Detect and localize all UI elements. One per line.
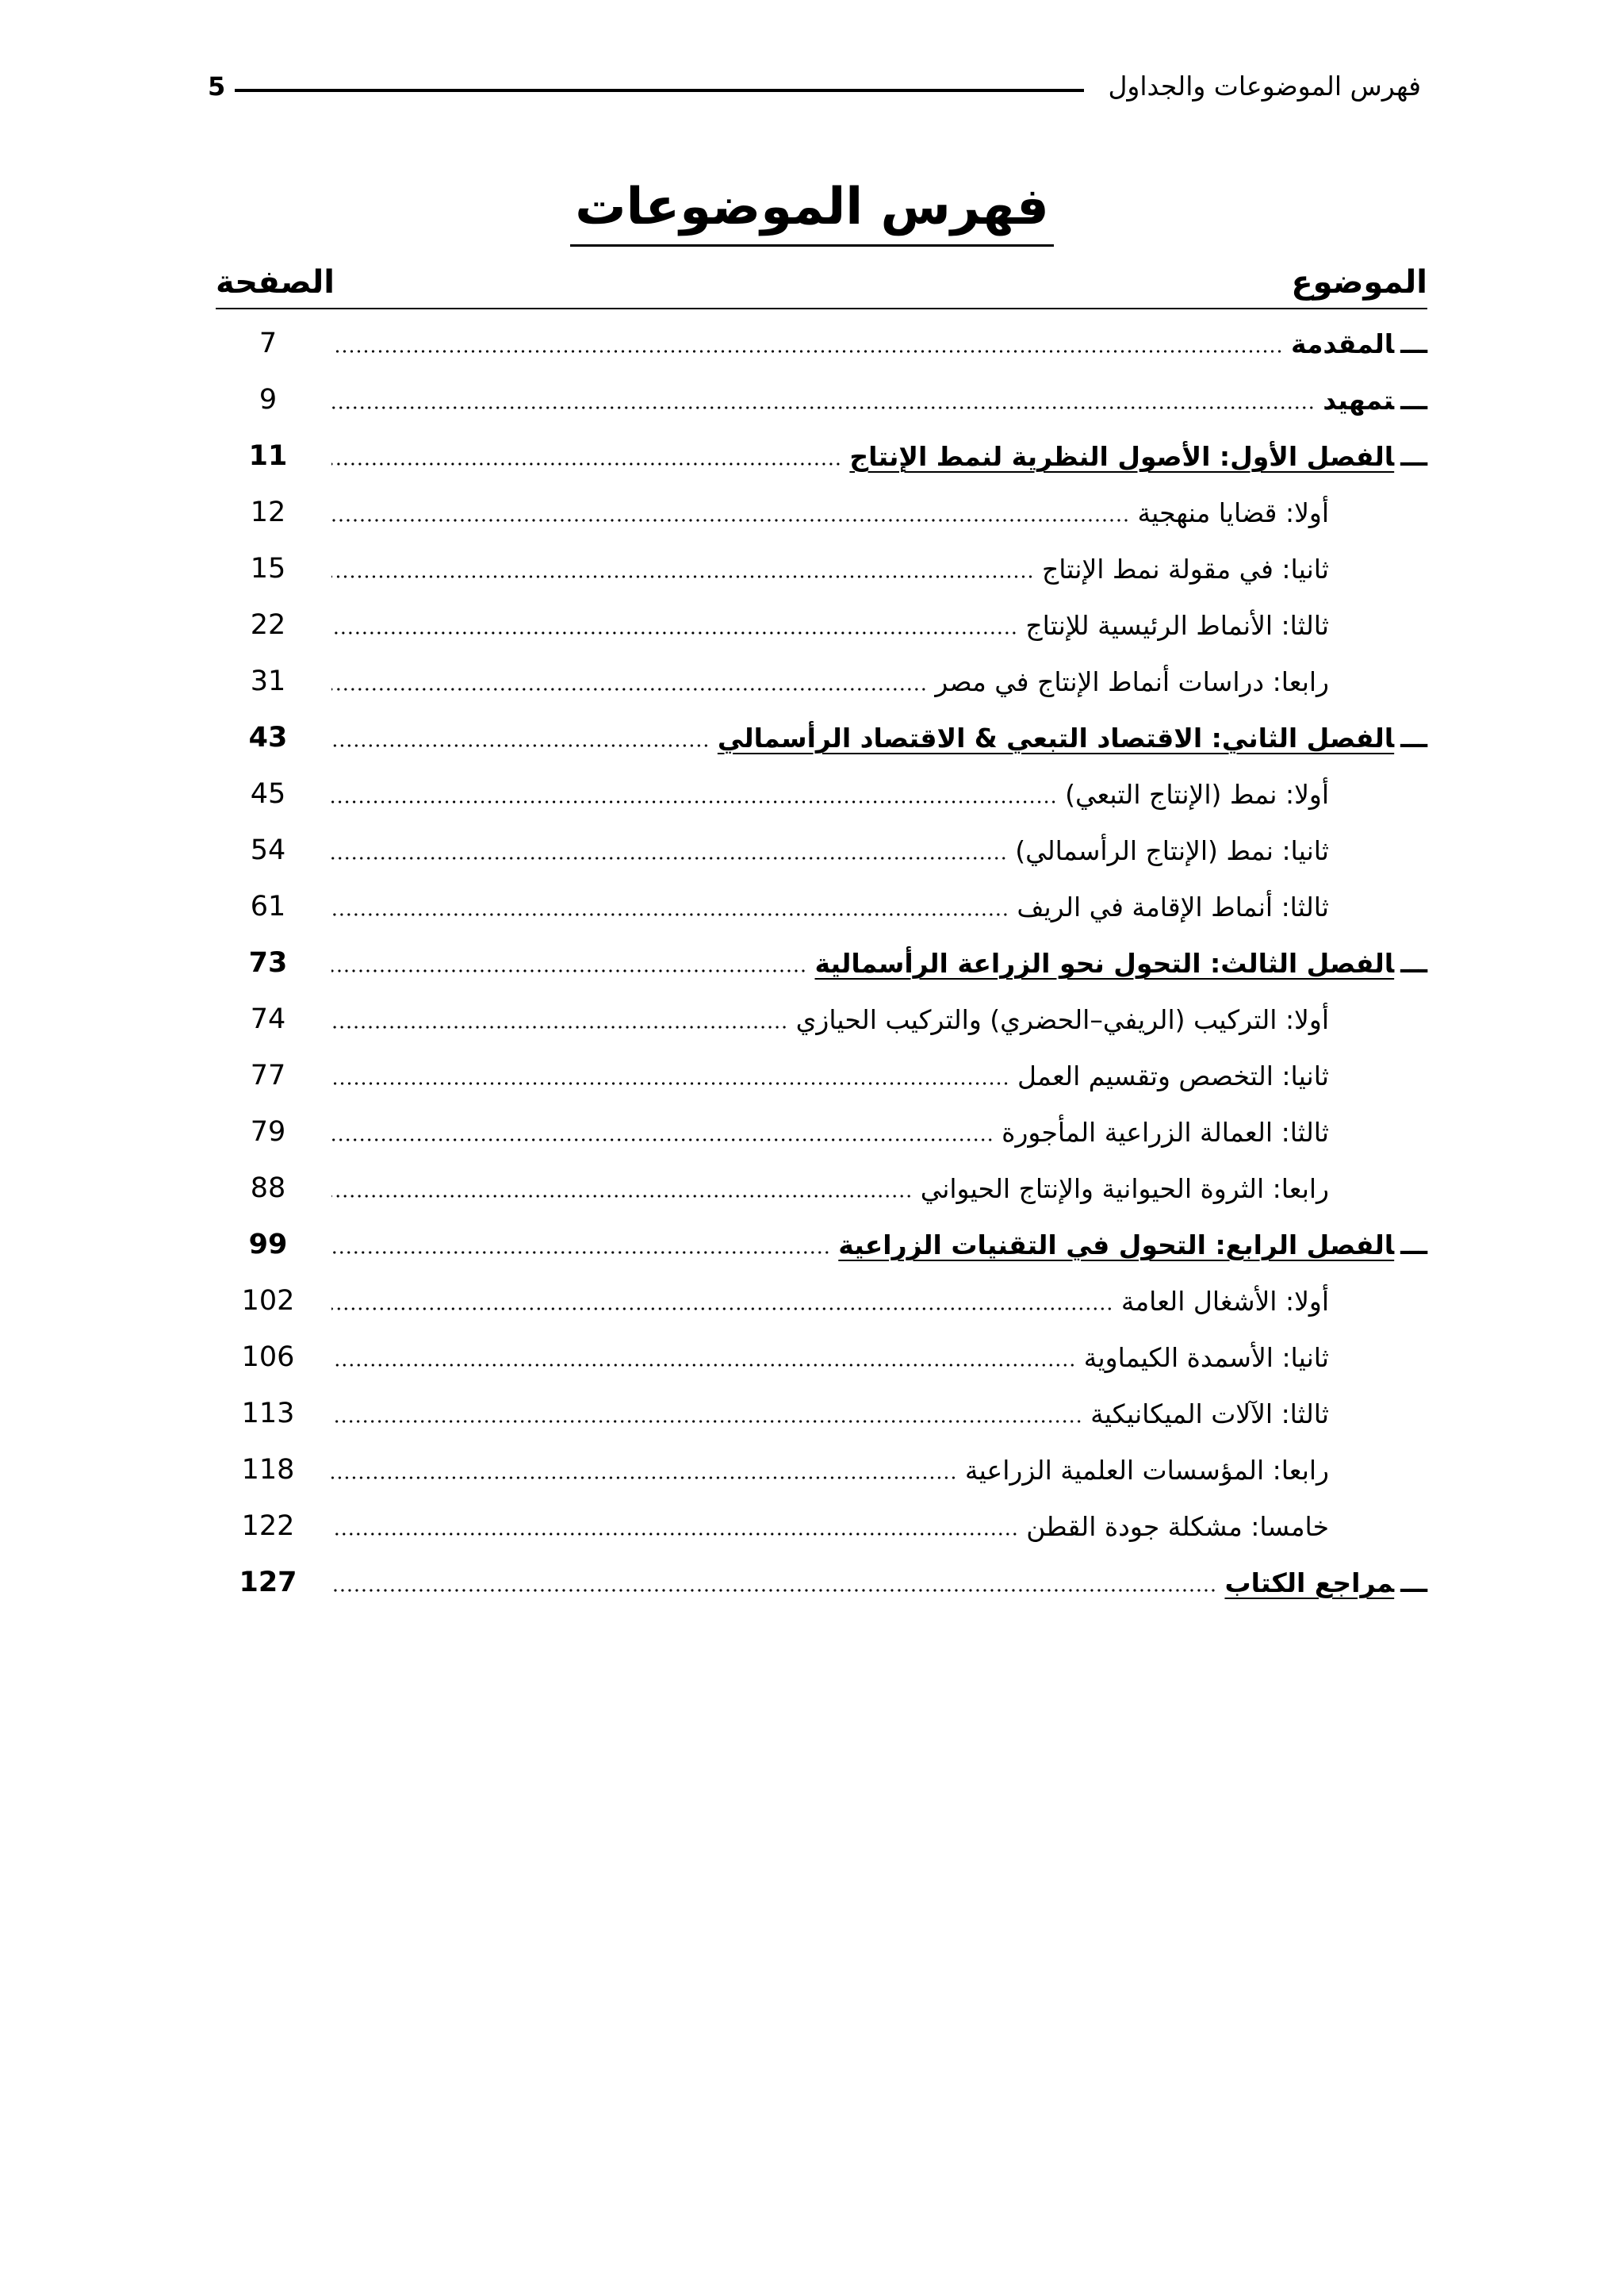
toc-entry[interactable]	[0, 766, 1624, 823]
toc-leader	[331, 1555, 1427, 1611]
entry-title: المقدمة	[1290, 328, 1395, 359]
toc-entry-text	[1291, 328, 1427, 359]
toc-page-number: 74	[250, 1003, 286, 1035]
dot-leader	[331, 969, 806, 972]
dot-leader	[331, 744, 710, 747]
toc-leader	[331, 428, 1427, 485]
toc-page-number: 113	[241, 1398, 295, 1429]
dot-leader	[331, 1251, 830, 1254]
toc-entry[interactable]	[0, 372, 1624, 428]
toc-page-number: 15	[250, 553, 286, 585]
toc-leader	[331, 372, 1427, 428]
toc-page-number: 127	[239, 1567, 297, 1598]
toc-entry-text: ثالثا: الآلات الميكانيكية	[1090, 1398, 1329, 1429]
header-rule	[235, 89, 1084, 92]
dot-leader	[331, 575, 1034, 578]
dot-leader	[331, 1589, 1216, 1592]
toc-page-number: 73	[248, 947, 288, 979]
dot-leader	[331, 1082, 1009, 1085]
dot-leader	[331, 350, 1283, 353]
toc-page-number: 118	[241, 1454, 295, 1486]
toc-page-number: 102	[241, 1285, 295, 1317]
toc-entry-text: ثالثا: الأنماط الرئيسية للإنتاج	[1025, 610, 1329, 641]
toc-entry-chapter[interactable]	[0, 1217, 1624, 1273]
toc-leader	[331, 823, 1329, 879]
running-header-title: فهرس الموضوعات والجداول	[1108, 71, 1421, 102]
toc-leader	[331, 485, 1329, 541]
dot-leader	[331, 857, 1007, 860]
toc-entry-text: رابعا: دراسات أنماط الإنتاج في مصر	[935, 666, 1329, 697]
toc-entry-text: ثانيا: نمط (الإنتاج الرأسمالي)	[1015, 835, 1329, 866]
dot-leader	[331, 631, 1017, 635]
dot-leader	[331, 1307, 1113, 1310]
toc-entry[interactable]	[0, 1273, 1624, 1329]
column-header-page: الصفحة	[216, 264, 335, 301]
toc-page-number: 54	[250, 834, 286, 866]
toc-entry[interactable]	[0, 1442, 1624, 1498]
page-number: 5	[208, 71, 226, 102]
toc-leader	[331, 1104, 1329, 1160]
toc-entry-text	[1224, 1567, 1427, 1598]
dot-leader	[331, 406, 1315, 409]
running-header	[208, 67, 1421, 106]
dot-leader	[331, 1420, 1082, 1423]
toc-page-number: 12	[250, 497, 286, 528]
entry-dash: ـــ	[1400, 385, 1427, 416]
toc-entry-text: ثالثا: أنماط الإقامة في الريف	[1017, 892, 1329, 923]
toc-entry-text: ثانيا: الأسمدة الكيماوية	[1083, 1342, 1329, 1373]
toc-leader	[331, 316, 1427, 372]
toc-entry-text: أولا: الأشغال العامة	[1120, 1286, 1329, 1317]
toc-page-number: 106	[241, 1341, 295, 1373]
entry-title: مراجع الكتاب	[1224, 1567, 1395, 1598]
toc-leader	[331, 992, 1329, 1048]
toc-leader	[331, 1048, 1329, 1104]
entry-dash: ـــ	[1400, 441, 1427, 472]
toc-leader	[331, 1442, 1329, 1498]
dot-leader	[331, 519, 1129, 522]
toc-entry-text: رابعا: المؤسسات العلمية الزراعية	[964, 1455, 1329, 1486]
toc-entry[interactable]	[0, 1160, 1624, 1217]
toc-entry-chapter[interactable]	[0, 428, 1624, 485]
toc-page-number: 45	[250, 778, 286, 810]
entry-dash: ـــ	[1400, 948, 1427, 979]
entry-title: الفصل الأول: الأصول النظرية لنمط الإنتاج	[849, 441, 1395, 472]
entry-dash: ـــ	[1400, 1229, 1427, 1260]
toc-entry-text: ثانيا: التخصص وتقسيم العمل	[1017, 1061, 1329, 1091]
toc-entry[interactable]	[0, 316, 1624, 372]
toc-leader	[331, 1273, 1329, 1329]
toc-entry-text: أولا: قضايا منهجية	[1137, 497, 1329, 528]
toc-entry-text	[838, 1229, 1427, 1260]
toc-entry-text: ثانيا: في مقولة نمط الإنتاج	[1041, 554, 1329, 585]
entry-dash: ـــ	[1400, 1567, 1427, 1598]
toc-page-number: 88	[250, 1172, 286, 1204]
toc-page-number: 99	[248, 1229, 288, 1260]
dot-leader	[331, 1364, 1076, 1367]
toc-page-number: 43	[248, 722, 288, 754]
toc-leader	[331, 935, 1427, 992]
dot-leader	[331, 462, 841, 466]
toc-page-number: 9	[259, 384, 278, 416]
toc-entry[interactable]	[0, 1104, 1624, 1160]
toc-entry[interactable]	[0, 992, 1624, 1048]
toc-leader	[331, 766, 1329, 823]
entry-title: تمهيد	[1323, 385, 1395, 416]
toc-entry[interactable]	[0, 654, 1624, 710]
entry-title: الفصل الثاني: الاقتصاد التبعي & الاقتصاد الرأسمالي	[717, 723, 1395, 754]
toc-page-number: 22	[250, 609, 286, 641]
toc-leader	[331, 879, 1329, 935]
toc-entry-text: أولا: نمط (الإنتاج التبعي)	[1065, 779, 1329, 810]
toc-entry-text	[718, 723, 1427, 754]
entry-title: الفصل الثالث: التحول نحو الزراعة الرأسمالية	[814, 948, 1395, 979]
page-title: فهرس الموضوعات	[570, 173, 1054, 247]
toc-entry-text	[849, 441, 1427, 472]
toc-entry-text	[814, 948, 1427, 979]
toc-leader	[331, 1498, 1329, 1555]
dot-leader	[331, 1138, 994, 1141]
toc-leader	[331, 1329, 1329, 1386]
dot-leader	[331, 1026, 788, 1029]
toc-leader	[331, 1160, 1329, 1217]
dot-leader	[331, 1532, 1018, 1536]
toc-leader	[331, 597, 1329, 654]
toc-page-number: 11	[248, 440, 288, 472]
dot-leader	[331, 1476, 957, 1479]
toc-entry[interactable]	[0, 823, 1624, 879]
page-title-wrapper	[0, 173, 1624, 247]
toc-entry-text: أولا: التركيب (الريفي–الحضري) والتركيب الحيازي	[795, 1004, 1329, 1035]
toc-entry-chapter[interactable]	[0, 710, 1624, 766]
toc-leader	[331, 710, 1427, 766]
toc-entry[interactable]	[0, 879, 1624, 935]
toc-leader	[331, 541, 1329, 597]
toc-entry[interactable]	[0, 1498, 1624, 1555]
toc-page-number: 31	[250, 666, 286, 697]
toc-entry-chapter[interactable]	[0, 1555, 1624, 1611]
dot-leader	[331, 913, 1009, 916]
column-headers	[216, 255, 1427, 309]
column-header-topic: الموضوع	[1291, 264, 1427, 301]
toc-entry[interactable]	[0, 1386, 1624, 1442]
dot-leader	[331, 800, 1057, 804]
toc-entry-text	[1323, 385, 1427, 416]
entry-dash: ـــ	[1400, 723, 1427, 754]
toc-entry[interactable]	[0, 485, 1624, 541]
entry-title: الفصل الرابع: التحول في التقنيات الزراعية	[838, 1229, 1395, 1260]
dot-leader	[331, 1195, 913, 1198]
toc-page-number: 77	[250, 1060, 286, 1091]
toc-entry-text: ثالثا: العمالة الزراعية المأجورة	[1002, 1117, 1329, 1148]
toc-leader	[331, 1386, 1329, 1442]
toc-entry-chapter[interactable]	[0, 935, 1624, 992]
toc-leader	[331, 1217, 1427, 1273]
toc-page-number: 61	[250, 891, 286, 923]
toc-entry[interactable]	[0, 541, 1624, 597]
toc-page-number: 7	[259, 328, 278, 359]
toc-page-number: 122	[241, 1510, 295, 1542]
toc-entry[interactable]	[0, 597, 1624, 654]
entry-dash: ـــ	[1400, 328, 1427, 359]
toc-entry-text: رابعا: الثروة الحيوانية والإنتاج الحيواني	[920, 1173, 1329, 1204]
toc-page-number: 79	[250, 1116, 286, 1148]
dot-leader	[331, 688, 927, 691]
toc-entry[interactable]	[0, 1329, 1624, 1386]
toc-entry[interactable]	[0, 1048, 1624, 1104]
toc-leader	[331, 654, 1329, 710]
toc-entry-text: خامسا: مشكلة جودة القطن	[1026, 1511, 1329, 1542]
